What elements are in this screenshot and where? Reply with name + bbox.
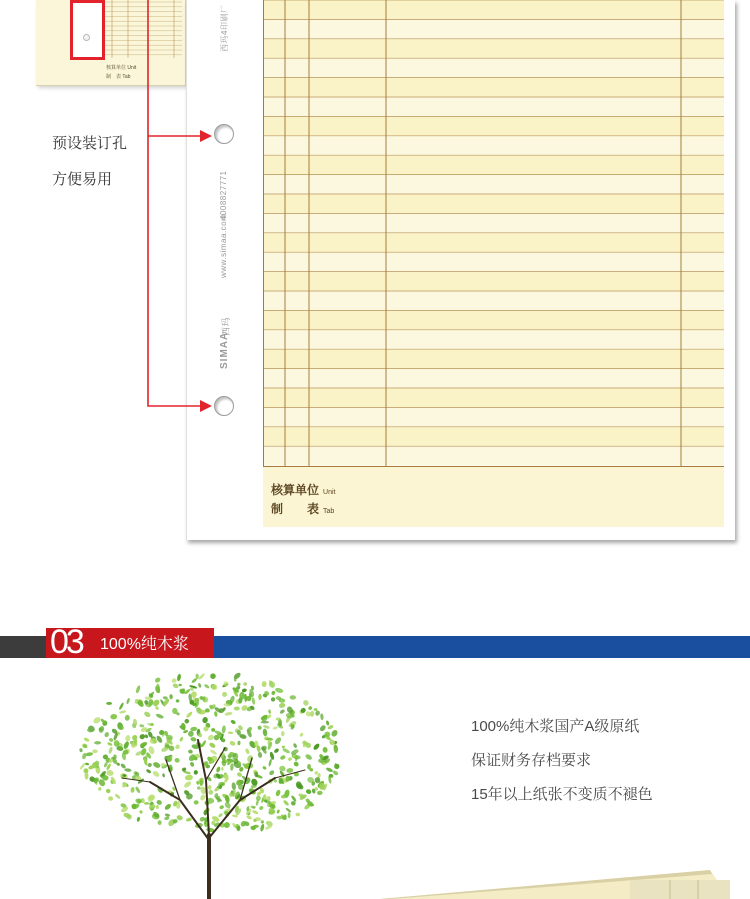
feature-list [471,710,653,812]
side-print-brand-en: SIMAA [219,331,230,369]
binding-hole-bottom [214,396,234,416]
mini-ledger-preview [36,0,186,86]
mini-unit-label: 核算单位 Unit [106,65,137,71]
callout-line-2: 方便易用 [52,171,113,188]
tree-illustration [70,660,360,899]
footer-maker-label-b: 表 [307,502,320,516]
footer-maker-label-a: 制 [271,502,284,516]
footer-unit-row [271,481,335,498]
highlight-box [70,0,105,60]
banner-blue-bar [214,636,750,658]
ledger-footer [263,467,724,527]
ledger-sheet [186,0,735,540]
footer-unit-sub: Unit [323,489,336,496]
ledger-grid [263,0,724,467]
side-print-brand-cn: 西玛 [221,316,231,336]
section-number: 03 [50,623,82,661]
footer-unit-label: 核算单位 [271,483,320,497]
feature-item-3: 15年以上纸张不变质不褪色 [471,786,653,803]
mini-maker-label: 制 表 Tab [106,74,131,80]
binding-hole-top [214,124,234,144]
feature-item-2: 保证财务存档要求 [471,752,592,769]
banner-gray-bar [0,636,46,658]
side-print-phone: 4008827771 [219,170,228,220]
side-print-publisher: 西玛4印刷厂 [220,4,229,52]
section-banner [0,623,750,661]
mini-binding-hole [83,34,90,41]
footer-maker-row [271,500,334,517]
side-print-website: www.simaa.com [219,213,228,278]
section-title: 100%纯木浆 [100,636,189,653]
paper-stack-corner [380,858,750,899]
callout-line-1: 预设装订孔 [52,135,128,152]
feature-item-1: 100%纯木浆国产A级原纸 [471,718,640,735]
footer-maker-sub: Tab [323,508,335,515]
